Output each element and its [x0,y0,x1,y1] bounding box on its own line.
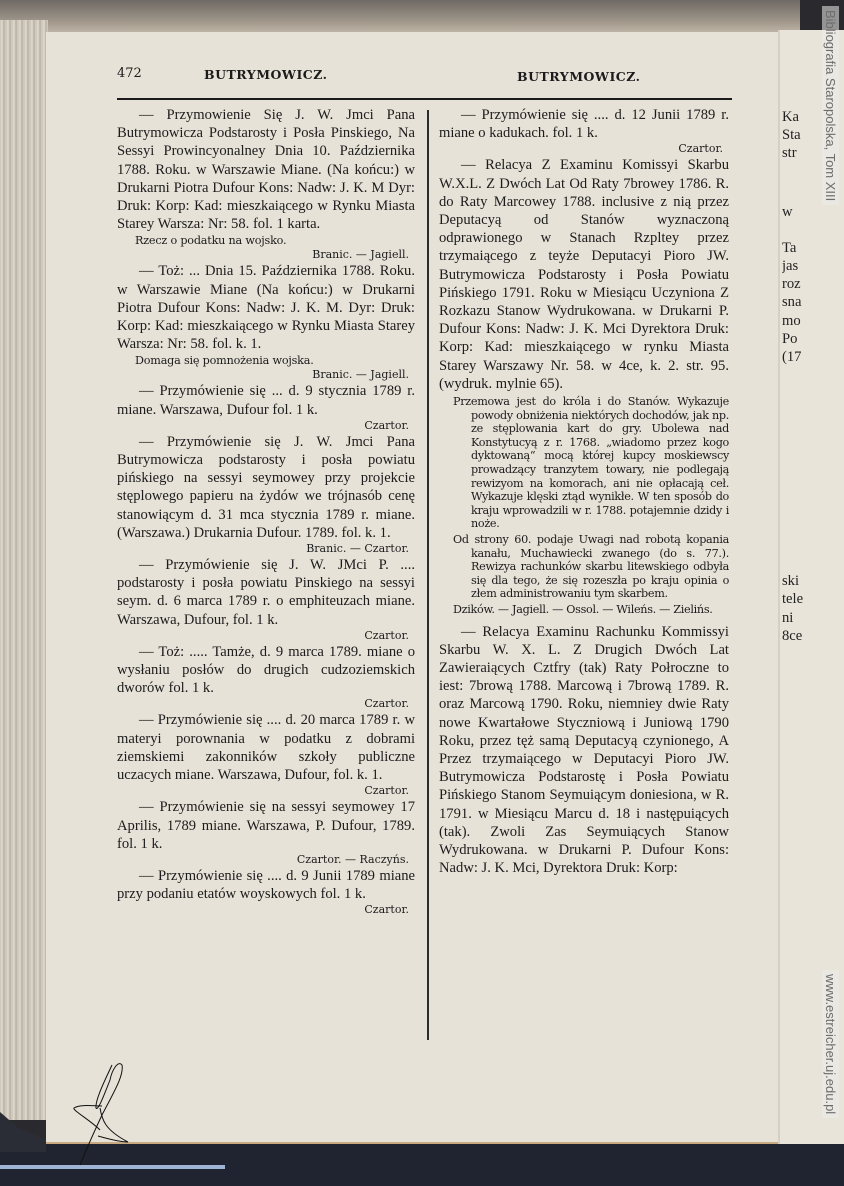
facing-page-text [782,108,820,645]
entry-text: — Przymówienie się .... d. 12 Junii 1789 r. miane o kadukach. fol. 1 k. [439,107,729,142]
running-head-right: BUTRYMOWICZ. [517,69,641,84]
bibliography-entry [117,382,415,432]
fragment: sna [782,294,802,311]
fragment: ski [782,573,800,590]
fragment: Ta [782,239,797,256]
fragment: jas [782,258,799,275]
bibliography-entry [439,106,729,156]
fragment: Po [782,330,798,347]
watermark-source: Bibliografia Staropolska, Tom XIII [822,6,839,205]
library-locations: Czartor. [678,142,723,156]
entry-text: — Toż: ..... Tamże, d. 9 marca 1789. miane o wysłaniu posłów do drugich cudzoziemskich dworów fol. 1 k. [117,643,415,697]
entry-text: — Przymówienie się .... d. 20 marca 1789 r. w materyi porownania w podatku z dobrami ziemskiemi zakonników szkoły publiczne uczacych miane. Warszawa, Dufour, fol. k. 1. [117,712,415,784]
bibliography-entry [117,798,415,867]
fragment: tele [782,591,804,608]
library-locations: Branic. — Jagiell. [312,368,409,382]
bibliography-entry [439,156,729,616]
library-locations: Branic. — Jagiell. [312,248,409,262]
bibliography-entry [117,556,415,643]
fragment: 8ce [782,627,803,644]
entry-text: — Przymówienie się J. W. JMci P. .... podstarosty i posła powiatu Pinskiego na sessyi seym. d. 6 marca 1789 r. o emphiteuzach miane. Warszawa, Dufour, fol. 1 k. [117,557,415,628]
entry-text: — Przymówienie się na sessyi seymowey 17 Aprilis, 1789 miane. Warszawa, P. Dufour, 1789. fol. 1 k. [117,799,415,852]
page-number: 472 [117,66,142,81]
entry-text: — Relacya Examinu Rachunku Kommissyi Skarbu W. X. L. Z Drugich Dwóch Lat Zawieraiących Cztfry (tak) Raty Połroczne to iest: 7brową 1788. Marcową i 7brową 1789. R. oraz Marcową 1790. Roku, niemniey dwie Raty nowe Kwartałowe Styczniową i Juniową 1790 Roku, przez tęż samą Deputacyą czynionego, A Przez trzymaiącego w Deputacyi Pioro JW. Butrymowicza Podstarostę i Posła Powiatu Pińskiego Stanom Seymuiącym doniesiona, w R. 1791. w Miesiącu Marcu d. 18 i następuiących (tak). Zwoli Zas Seymuiących Stanow Wydrukowana. w Drukarni P. Dufour Kons: Nadw: J. K. Mci, Dyrektora Druk: Korp: [439,623,729,877]
library-locations: Czartor. [364,628,409,642]
entry-annotation: Od strony 60. podaje Uwagi nad robotą kopania kanału, Muchawiecki zwanego (do s. 77.). Rewizya rachunków skarbu litewskiego odbyła się dla tego, że się rozeszła po kraju opinia o złem administrowaniu tym skarbem. [453,532,729,601]
library-locations: Czartor. — Raczyńs. [296,852,409,866]
left-column [117,106,415,917]
library-locations: Czartor. [364,697,409,711]
watermark-url: www.estreicher.uj.edu.pl [822,970,839,1118]
library-locations: Czartor. [364,784,409,798]
fragment: roz [782,276,801,293]
fragment: w [782,203,793,220]
entry-text: — Przymówienie się J. W. Jmci Pana Butrymowicza podstarosty i posła powiatu pińskiego na sessyi seymowey przy projekcie stęplowego papieru na żydów we trójnasób cenę stanowiącym d. 31 mca stycznia 1789 r. miane. (Warszawa.) Drukarnia Dufour. 1789. fol. k. 1. [117,433,415,541]
entry-text: — Relacya Z Examinu Komissyi Skarbu W.X.L. Z Dwóch Lat Od Raty 7browey 1786. R. do Raty Marcowey 1788. inclusive z nią przez Deputacyą od Stanów wyznaczoną odprawionego w Stanach Rzpltey przez trzymaiącego z teyże Deputacyi Pioro JW. Butrymowicza Podstarosty i Posła Powiatu Pińskiego 1791. Roku w Miesiącu Uczyniona Z Rozkazu Stanow Wydrukowana. w Drukarni P. Dufour Kons: Nadw: J. K. Mci Dyrektora Druk: Korp: Kad: mieszkaiącego w rynku Miasta Starey Warszawy Nr. 58. w 4ce, k. 2. str. 95. (wydruk. mylnie 65). [439,157,729,392]
entry-text: — Przymówienie się .... d. 9 Junii 1789 miane przy podaniu etatów woyskowych fol. 1 k. [117,867,415,903]
entry-note: Domaga się pomnożenia wojska. [135,354,314,368]
running-head-left: BUTRYMOWICZ. [204,67,328,82]
fragment: Ka [782,109,800,125]
fragment: mo [782,312,801,329]
fragment: str [782,145,797,162]
bibliography-entry [117,433,415,556]
bibliography-entry [117,867,415,917]
page-header [117,66,730,86]
entry-text: — Toż: ... Dnia 15. Października 1788. Roku. w Warszawie Miane (Na końcu:) w Drukarni Piotra Dufour Kons: Nadw: J. K. M. Dyr: Druk: Korp: Kad: mieszkaiącego w Rynku Miasta Starey Warsza: Nr: 58. fol. k. 1. [117,263,415,353]
header-rule [117,98,732,100]
entry-note: Rzecz o podatku na wojsko. [135,234,287,248]
library-locations: Branic. — Czartor. [306,542,409,556]
entry-annotation: Przemowa jest do króla i do Stanów. Wykazuje powody obniżenia niektórych dochodów, jak np. ze stęplowania kart do gry. Ubolewa nad Konstytucyą z r. 1768. „wiadomo przez kogo dyktowaną“ mocą której kupcy moskiewscy prowadzący tranzytem towary, nie podlegają rewizyom na komorach, ani nie opłacają ceł. Wykazuje klęski ztąd wynikłe. W ten sposób do kraju wprowadzili w r. 1788. potajemnie dzidy i noże. [453,395,729,531]
library-locations: Dzików. — Jagiell. — Ossol. — Wileńs. — Zielińs. [453,602,713,616]
bibliography-entry [117,643,415,712]
scanner-edge-strip [0,1165,225,1169]
library-locations: Czartor. [364,418,409,432]
right-column [439,106,729,877]
entry-text: — Przymowienie Się J. W. Jmci Pana Butrymowicza Podstarosty i Posła Pinskiego, Na Sessyi Prowincyonalney Dnia 10. Października 1788. Roku. w Warszawie Miane. (Na końcu:) w Drukarni Piotra Dufour Kons: Nadw: J. K. M Dyr: Druk: Korp: Kad: mieszkaiącego w Rynku Miasta Starey Warsza: Nr: 58. fol. 1 karta. [117,107,415,233]
book-top-edge [0,0,800,32]
entry-text: — Przymówienie się ... d. 9 stycznia 1789 r. miane. Warszawa, Dufour fol. 1 k. [117,383,415,418]
bibliography-entry [117,262,415,382]
fragment: ni [782,609,794,626]
page-edges [0,20,48,1120]
library-locations: Czartor. [364,903,409,917]
bibliography-entry [439,623,729,878]
fragment: Sta [782,127,801,144]
bibliography-entry [117,106,415,262]
bibliography-entry [117,711,415,798]
column-divider [427,110,429,1040]
fragment: (17 [782,349,802,366]
